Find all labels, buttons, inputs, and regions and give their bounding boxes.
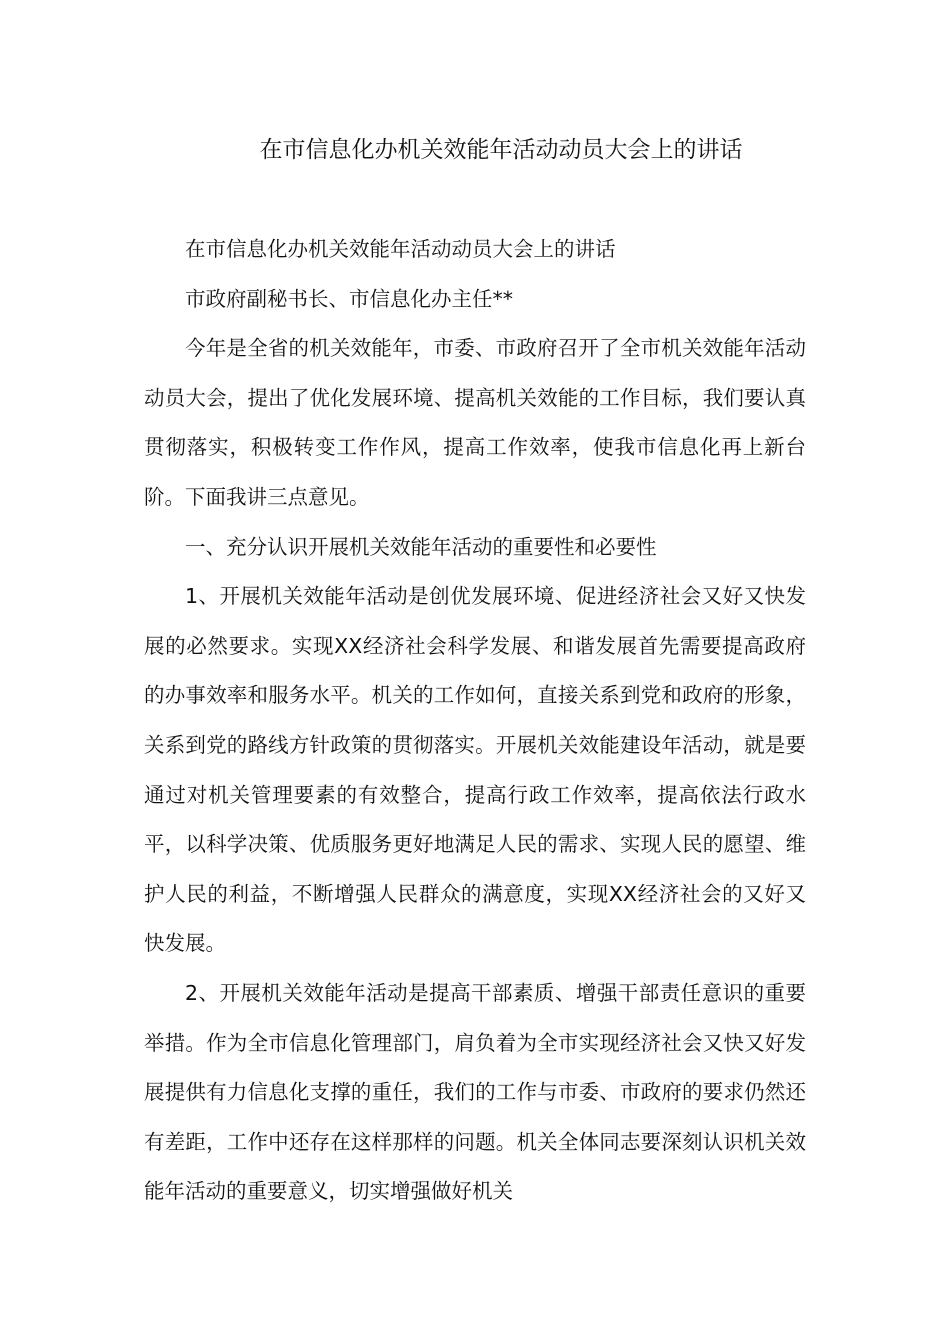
section-heading-1: 一、充分认识开展机关效能年活动的重要性和必要性: [185, 534, 657, 559]
paragraph-intro: 今年是全省的机关效能年，市委、市政府召开了全市机关效能年活动动员大会，提出了优化发展环境、提高机关效能的工作目标，我们要认真贯彻落实，积极转变工作作风，提高工作效率，使我市信息化再上新台阶。下面我讲三点意见。: [144, 336, 806, 509]
paragraph-author: 市政府副秘书长、市信息化办主任**: [185, 286, 513, 311]
paragraph-subtitle: 在市信息化办机关效能年活动动员大会上的讲话: [185, 237, 616, 261]
paragraph-point-1: 1、开展机关效能年活动是创优发展环境、促进经济社会又好又快发展的必然要求。实现XX经济社会科学发展、和谐发展首先需要提高政府的办事效率和服务水平。机关的工作如何，直接关系到党和政府的形象，关系到党的路线方针政策的贯彻落实。开展机关效能建设年活动，就是要通过对机关管理要素的有效整合，提高行政工作效率，提高依法行政水平，以科学决策、优质服务更好地满足人民的需求、实现人民的愿望、维护人民的利益，不断增强人民群众的满意度，实现XX经济社会的又好又快发展。: [144, 584, 806, 956]
paragraph-point-2: 2、开展机关效能年活动是提高干部素质、增强干部责任意识的重要举措。作为全市信息化管理部门，肩负着为全市实现经济社会又快又好发展提供有力信息化支撑的重任，我们的工作与市委、市政府的要求仍然还有差距，工作中还存在这样那样的问题。机关全体同志要深刻认识机关效能年活动的重要意义，切实增强做好机关: [144, 980, 806, 1204]
document-body: [144, 225, 806, 1217]
document-title: 在市信息化办机关效能年活动动员大会上的讲话: [259, 137, 743, 163]
